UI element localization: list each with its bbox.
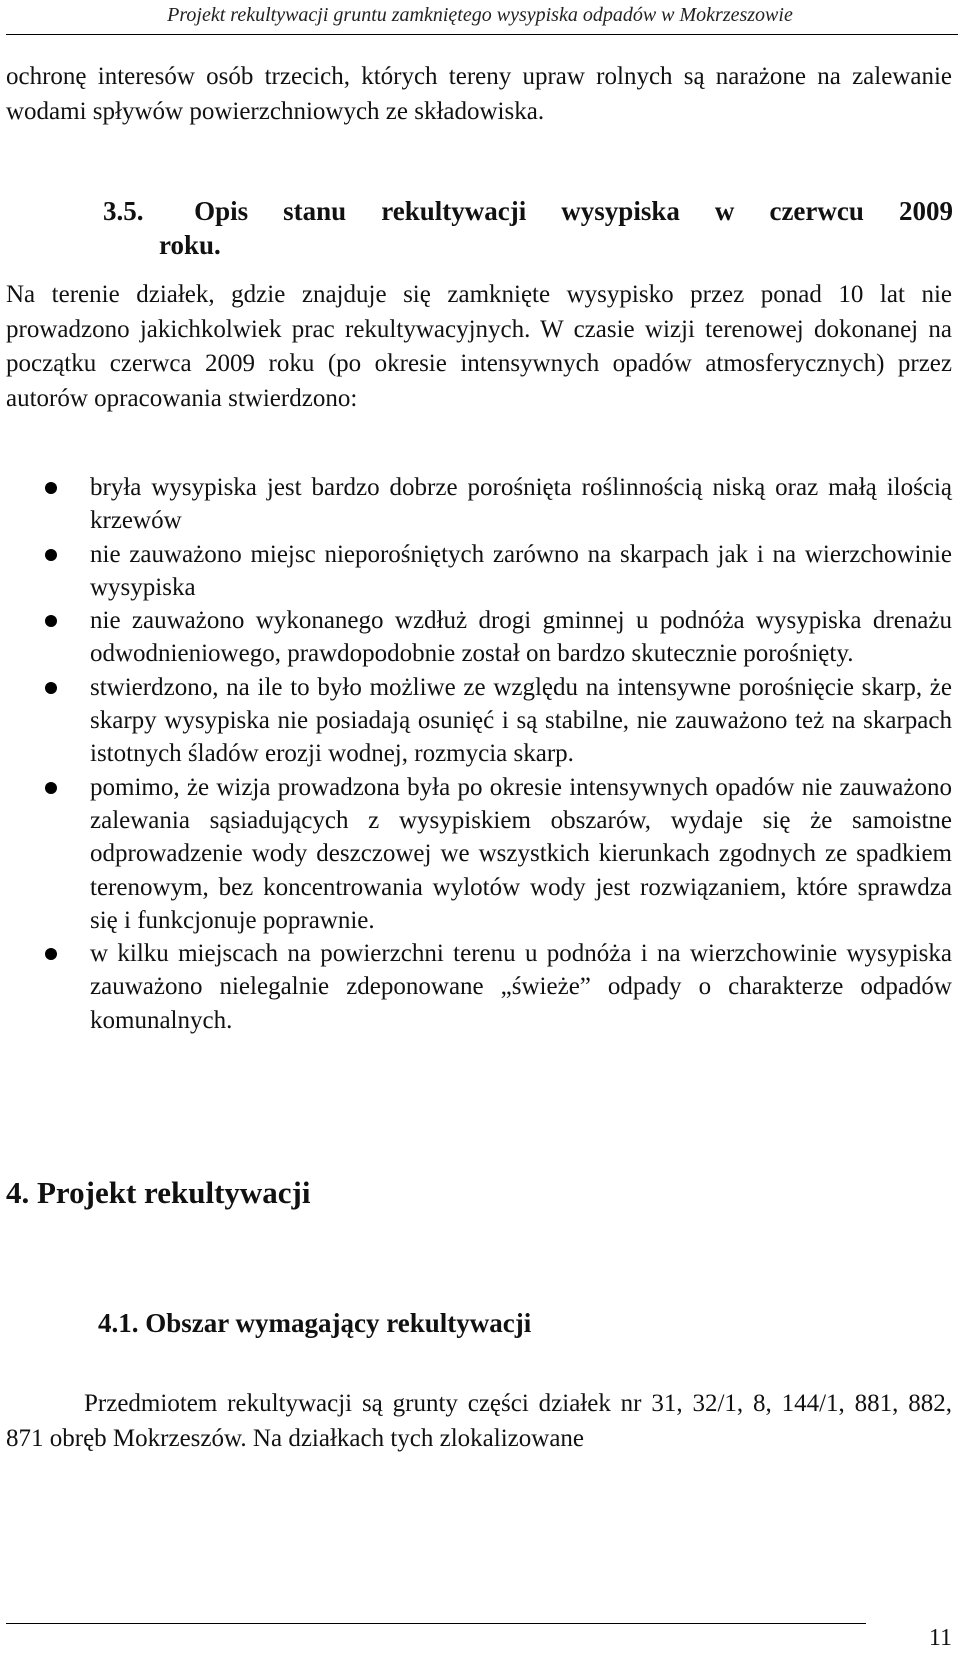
bullet-icon bbox=[45, 482, 57, 494]
list-item bbox=[0, 604, 952, 671]
intro-paragraph: ochronę interesów osób trzecich, których tereny upraw rolnych są narażone na zalewanie wodami spływów powierzchniowych ze składowiska. bbox=[6, 63, 952, 125]
section-number: 3.5. bbox=[103, 196, 144, 226]
section-3-5-paragraph: Na terenie działek, gdzie znajduje się zamknięte wysypisko przez ponad 10 lat nie prowadzono jakichkolwiek prac rekultywacyjnych. W czasie wizji terenowej dokonanej na początku czerwca 2009 roku (po okresie intensywnych opadów atmosferycznych) przez autorów opracowania stwierdzono: bbox=[6, 281, 952, 412]
bullet-icon bbox=[45, 615, 57, 627]
bullet-icon bbox=[45, 948, 57, 960]
footer-rule bbox=[6, 1623, 866, 1624]
list-item bbox=[0, 471, 952, 538]
section-3-5-heading bbox=[103, 194, 953, 262]
heading-word: w bbox=[714, 196, 735, 226]
section-4-1-heading: 4.1. Obszar wymagający rekultywacji bbox=[98, 1308, 532, 1338]
list-item-text: w kilku miejscach na powierzchni terenu u podnóża i na wierzchowinie wysypiska zauważono nielegalnie zdeponowane „świeże” odpady o charakterze odpadów komunalnych. bbox=[90, 940, 952, 1034]
bullet-icon bbox=[45, 682, 57, 694]
header-rule bbox=[6, 34, 958, 35]
heading-word: stanu bbox=[283, 196, 347, 226]
list-item-text: pomimo, że wizja prowadzona była po okresie intensywnych opadów nie zauważono zalewania sąsiadujących z wysypiskiem obszarów, wydaje się że samoistne odprowadzenie wody deszczowej we wszystkich kierunkach zgodnych ze spadkiem terenowym, bez koncentrowania wylotów wody jest rozwiązaniem, które sprawdza się i funkcjonuje poprawnie. bbox=[90, 773, 952, 934]
list-item-text: nie zauważono wykonanego wzdłuż drogi gminnej u podnóża wysypiska drenażu odwodnieniowego, prawdopodobnie został on bardzo skutecznie porośnięty. bbox=[90, 607, 952, 668]
page-number: 11 bbox=[928, 1625, 952, 1651]
heading-word: czerwcu bbox=[769, 196, 864, 226]
bullet-icon bbox=[45, 782, 57, 794]
heading-word: Opis bbox=[194, 196, 249, 226]
list-item bbox=[0, 538, 952, 605]
heading-word: 2009 bbox=[898, 196, 953, 226]
bullet-icon bbox=[45, 549, 57, 561]
section-4-1-paragraph bbox=[6, 1387, 952, 1456]
list-item-text: nie zauważono miejsc nieporośniętych zarówno na skarpach jak i na wierzchowinie wysypiska bbox=[90, 540, 952, 601]
section-4-1-text: Przedmiotem rekultywacji są grunty części działek nr 31, 32/1, 8, 144/1, 881, 882, 871 obręb Mokrzeszów. Na działkach tych zlokalizowane bbox=[6, 1390, 952, 1452]
heading-word: rekultywacji bbox=[381, 196, 527, 226]
list-item bbox=[0, 671, 952, 771]
findings-list bbox=[0, 471, 960, 1037]
heading-continuation: roku. bbox=[159, 230, 221, 260]
heading-word: wysypiska bbox=[561, 196, 680, 226]
section-4-heading: 4. Projekt rekultywacji bbox=[6, 1175, 311, 1210]
list-item-text: bryła wysypiska jest bardzo dobrze porośnięta roślinnością niską oraz małą ilością krzewów bbox=[90, 474, 952, 535]
running-header: Projekt rekultywacji gruntu zamkniętego wysypiska odpadów w Mokrzeszowie bbox=[167, 4, 793, 26]
list-item bbox=[0, 771, 952, 937]
list-item bbox=[0, 937, 952, 1037]
list-item-text: stwierdzono, na ile to było możliwe ze względu na intensywne porośnięcie skarp, że skarpy wysypiska nie posiadają osunięć i są stabilne, nie zauważono też na skarpach istotnych śladów erozji wodnej, rozmycia skarp. bbox=[90, 673, 952, 768]
